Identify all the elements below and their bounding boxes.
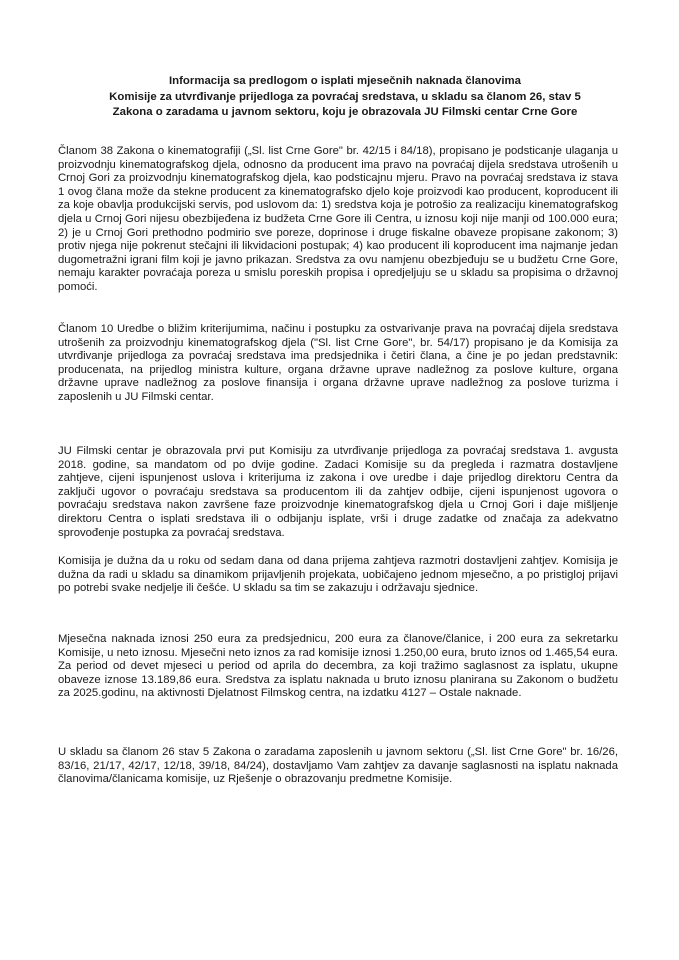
- title-line-3: Zakona o zaradama u javnom sektoru, koju je obrazovala JU Filmski centar Crne Gore: [112, 106, 578, 118]
- paragraph-uredba-commission: Članom 10 Uredbe o bližim kriterijumima, načinu i postupku za ostvarivanje prava na povraćaj dijela sredstava utrošenih za proizvodnju kinematografskog djela ("Sl. list Crne Gore", br. 54/17) propisano je da Komisija za utvrđivanje prijedloga za povraćaj sredstava ima predsjednika i četiri člana, a čine je po jedan predstavnik: producenata, na prijedlog ministra kulture, organa državne uprave nadležnog za poslove kulture, organa državne uprave nadležnog za poslove finansija i organa državne uprave nadležnog za poslove turizma i zaposlenih u JU Filmski centar.: [58, 323, 618, 403]
- paragraph-consent-request: U skladu sa članom 26 stav 5 Zakona o zaradama zaposlenih u javnom sektoru („Sl. list Crne Gore" br. 16/26, 83/16, 21/17, 42/17, 12/18, 39/18, 84/24), dostavljamo Vam zahtjev za davanje saglasnosti na isplatu naknada članovima/članicama komisije, uz Rješenje o obrazovanju predmetne Komisije.: [58, 746, 618, 786]
- paragraph-monthly-fee: Mjesečna naknada iznosi 250 eura za predsjednicu, 200 eura za članove/članice, i 200 eura za sekretarku Komisije, u neto iznosu. Mjesečni neto iznos za rad komisije iznosi 1.250,00 eura, bruto iznos od 1.465,54 eura. Za period od devet mjeseci u period od aprila do decembra, za koji tražimo saglasnost za isplatu, ukupne obaveze iznose 13.189,86 eura. Sredstva za isplatu naknada u bruto iznosu planirana su Zakonom o budžetu za 2025.godinu, na aktivnosti Djelatnost Filmskog centra, na izdatku 4127 – Ostale naknade.: [58, 633, 618, 700]
- paragraph-kinematografija-law: Članom 38 Zakona o kinematografiji („Sl. list Crne Gore" br. 42/15 i 84/18), propisano je podsticanje ulaganja u proizvodnju kinematografskog djela, odnosno da producent ima pravo na povraćaj dijela sredstava utrošenih u Crnoj Gori za proizvodnju kinematografskog djela, kao podsticajnu mjeru. Pravo na povraćaj sredstava iz stava 1 ovog člana može da stekne producent za kinematografsko djelo koje proizvodi kao producent, koproducent ili za koje obavlja produkcijski servis, pod uslovom da: 1) sredstva koja je potrošio za realizaciju kinematografskog djela u Crnoj Gori nijesu obezbijeđena iz budžeta Crne Gore ili Centra, u iznosu koji nije manji od 100.000 eura; 2) je u Crnoj Gori prethodno podmirio sve poreze, doprinose i druge fiskalne obaveze propisane zakonom; 3) protiv njega nije pokrenut stečajni ili likvidacioni postupak; 4) kao producent ili koproducent ima najmanje jedan dugometražni igrani film koji je javno prikazan. Sredstva za ovu namjenu obezbjeđuju se u budžetu Crne Gore, nemaju karakter povraćaja poreza u smislu poreskih propisa i opredjeljuju se u skladu sa propisima o državnoj pomoći.: [58, 145, 618, 293]
- paragraph-commission-tasks: JU Filmski centar je obrazovala prvi put Komisiju za utvrđivanje prijedloga za povraćaj sredstava 1. avgusta 2018. godine, sa mandatom od po dvije godine. Zadaci Komisije su da pregleda i razmatra dostavljene zahtjeve, cijeni ispunjenost uslova i kriterijuma iz zakona i ove uredbe i daje prijedlog direktoru Centra da zaključi ugovor o povraćaju sredstava sa producentom ili da zahtjev odbije, cijeni ispunjenost ugovora o povraćaju sredstava nakon završene faze proizvodnje kinematografskog djela u Crnoj Gori i daje mišljenje direktoru Centra o isplati sredstava ili o odbijanju isplate, vrši i druge zadatke od značaja za adekvatno sprovođenje postupka za povraćaj sredstava.: [58, 445, 618, 539]
- title-line-1: Informacija sa predlogom o isplati mjesečnih naknada članovima: [169, 75, 521, 87]
- title-line-2: Komisije za utvrđivanje prijedloga za povraćaj sredstava, u skladu sa članom 26, stav 5: [109, 90, 581, 103]
- paragraph-commission-duties: Komisija je dužna da u roku od sedam dana od dana prijema zahtjeva razmotri dostavljeni zahtjev. Komisija je dužna da radi u skladu sa dinamikom prijavljenih projekata, uobičajeno jednom mjesečno, a po pristigloj prijavi po potrebi svake nedjelje ili češće. U skladu sa tim se zakazuju i održavaju sjednice.: [58, 555, 618, 595]
- document-title: [60, 74, 630, 121]
